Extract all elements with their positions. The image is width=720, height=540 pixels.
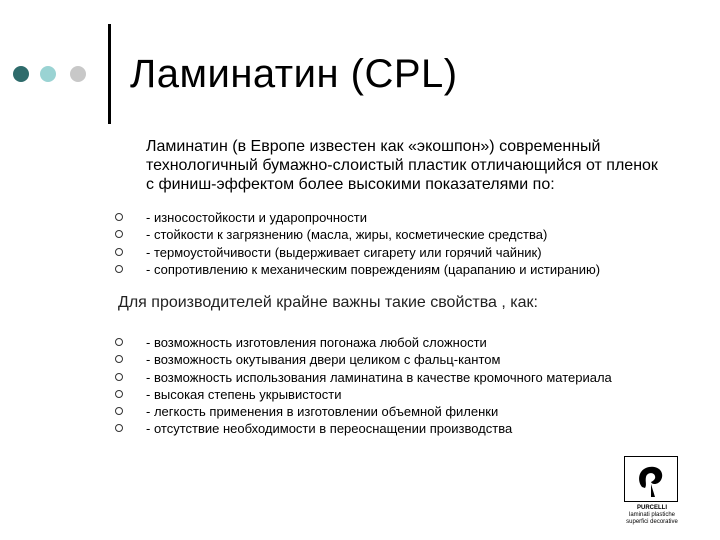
decor-dot-gray: [70, 66, 86, 82]
intro-paragraph: Ламинатин (в Европе известен как «экошпон») современный технологичный бумажно-слоистый пластик отличающийся от пленок с финиш-эффектом более высокими показателями по:: [146, 138, 658, 193]
purcelli-logo: [624, 456, 680, 528]
bullet-circle-icon: [115, 390, 123, 398]
title-divider: [108, 24, 111, 124]
subheading: Для производителей крайне важны такие свойства , как:: [118, 294, 538, 311]
bullet-circle-icon: [115, 248, 123, 256]
bullet-circle-icon: [115, 373, 123, 381]
bullet-circle-icon: [115, 265, 123, 273]
logo-tagline-1: laminati plastiche: [628, 512, 676, 518]
bullet-circle-icon: [115, 355, 123, 363]
bullet-circle-icon: [115, 213, 123, 221]
logo-brand: PURCELLI: [637, 505, 667, 511]
slide-title: Ламинатин (CPL): [130, 52, 458, 96]
bullet-circle-icon: [115, 407, 123, 415]
logo-tagline-2: superfici decorative: [626, 519, 678, 525]
bullet-circle-icon: [115, 424, 123, 432]
slide: Ламинатин (CPL) Ламинатин (в Европе известен как «экошпон») современный технологичный бумажно-слоистый пластик отличающийся от пленок с финиш-эффектом более высокими показателями по: - износостойкости и ударопрочности - стойкости к загрязнению (масла, жиры, косметические средства) - термоустойчивости (выдерживает сигарету или горячий чайник) - сопротивлению к механическим повреждениям (царапанию и истиранию) Для производителей крайне важны такие свойства , как: - возможность изготовления погонажа любой сложности - возможность окутывания двери целиком с фальц-кантом - возможность использования ламинатина в качестве кромочного материала - высокая степень укрывистости - легкость применения в изготовлении объемной филенки - отсутствие необходимости в переоснащении производства PURCELLI laminati plastiche superfici decorative: [0, 0, 720, 540]
decor-dot-dark: [13, 66, 29, 82]
bullet-circle-icon: [115, 338, 123, 346]
logo-emblem-icon: [625, 457, 677, 501]
bullet-circle-icon: [115, 230, 123, 238]
decor-dot-light: [40, 66, 56, 82]
logo-emblem: [624, 456, 678, 502]
